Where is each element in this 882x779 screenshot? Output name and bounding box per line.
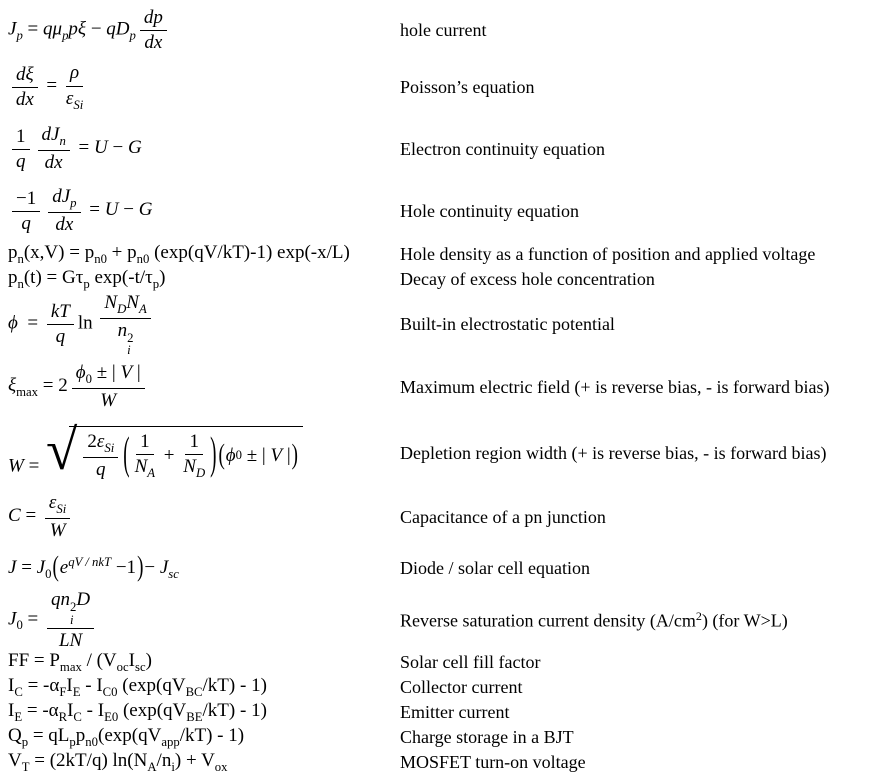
equation-description: Decay of excess hole concentration [400, 268, 655, 289]
equation-row-max-electric-field [8, 356, 882, 418]
equation: $\frac{-1}{q}$ $dJ_p$ dx = U − G [8, 186, 400, 235]
equation-row-collector-current [8, 675, 882, 700]
equation: $J_0$ = qn 2 i D LN [8, 589, 400, 651]
equation: FF = $P_{max} / (V_{oc}I_{sc})$ [8, 650, 152, 674]
equation: $I_E = -\alpha_RI_C - I_{E0}$ $(\exp(qV_{BE}/kT) - 1)$ [8, 700, 267, 724]
equation-description: MOSFET turn-on voltage [400, 752, 586, 772]
equation: $\xi_{max} = 2$ $\frac{\phi_0 \pm | V |}{W}$ [8, 362, 400, 411]
equation-description: Emitter current [400, 702, 510, 722]
equation-row-mosfet-turn-on-voltage [8, 750, 882, 775]
equation-row-hole-density [8, 242, 882, 266]
equation-row-pn-junction-capacitance [8, 488, 882, 546]
equation-row-poissons-equation [8, 56, 882, 118]
equation: $Q_p = qL_pp_{n0}(\exp(qV_{app}/kT) - 1)$ [8, 725, 245, 749]
equation-description: Poisson’s equation [400, 76, 535, 97]
equation: $J_p = q\mu_pp\xi - qD_p$ $\frac{dp}{dx}$ [8, 7, 400, 54]
equation-description: Hole continuity equation [400, 200, 579, 221]
equation: $V_T = (2kT/q) \ln(N_A/n_i) + V_{ox}$ [8, 750, 228, 774]
equation: ϕ = $\frac{kT}{q}$ ln $N_DN_A$ n 2 i [8, 292, 400, 357]
equation-description: Capacitance of a pn junction [400, 506, 606, 527]
equation-row-emitter-current [8, 700, 882, 725]
equation-description: Diode / solar cell equation [400, 557, 590, 578]
equation-row-reverse-saturation-current [8, 590, 882, 650]
equation-row-bjt-charge-storage [8, 725, 882, 750]
equation-description: Solar cell fill factor [400, 652, 541, 672]
equation-row-hole-current [8, 4, 882, 56]
equation-row-fill-factor [8, 650, 882, 675]
equation-description: Charge storage in a BJT [400, 727, 574, 747]
equation-row-diode-solar-cell [8, 546, 882, 590]
equation-description: Hole density as a function of position and applied voltage [400, 243, 816, 264]
equation: $p_n(x,V) = p_{n0} + p_{n0}$ (exp(qV/kT)-1) exp(-x/L) [8, 241, 350, 266]
equation-description: Reverse saturation current density $(A/cm^2)$ (for W>L) [400, 608, 788, 631]
equation-row-depletion-width [8, 418, 882, 488]
equation: W = √ $2\varepsilon_{Si}$ q ( 1 $N_A$ + $\frac{1}{N_D}$ ) ( ϕ 0 ± | V | ) [8, 426, 400, 480]
equation: $\frac{d\xi}{dx}$ = ρ $\varepsilon_{Si}$ [8, 62, 400, 111]
equation: $J = J_0(e^{qV / nkT} -1)- J_{sc}$ [8, 551, 179, 583]
equation: C = $\varepsilon_{Si}$ W [8, 492, 400, 541]
equation-description: Depletion region width (+ is reverse bias, - is forward bias) [400, 442, 827, 463]
equation-row-electron-continuity [8, 118, 882, 180]
equation: $I_C = -\alpha_FI_E - I_{C0}$ $(\exp(qV_{BC}/kT) - 1)$ [8, 675, 267, 699]
equation-description: Collector current [400, 677, 523, 697]
equation-row-hole-continuity [8, 180, 882, 242]
equation-row-excess-hole-decay [8, 266, 882, 292]
equation-description: Maximum electric field (+ is reverse bias, - is forward bias) [400, 376, 830, 397]
equation: $\frac{1}{q}$ $dJ_n$ dx = U − G [8, 124, 400, 173]
equation-description: Built-in electrostatic potential [400, 313, 615, 334]
equation-description: Electron continuity equation [400, 138, 605, 159]
equation-description: hole current [400, 19, 487, 40]
equation-row-built-in-potential [8, 292, 882, 356]
equation: $p_n(t) = G\tau_p$ $\exp(-t/\tau_p)$ [8, 266, 166, 291]
